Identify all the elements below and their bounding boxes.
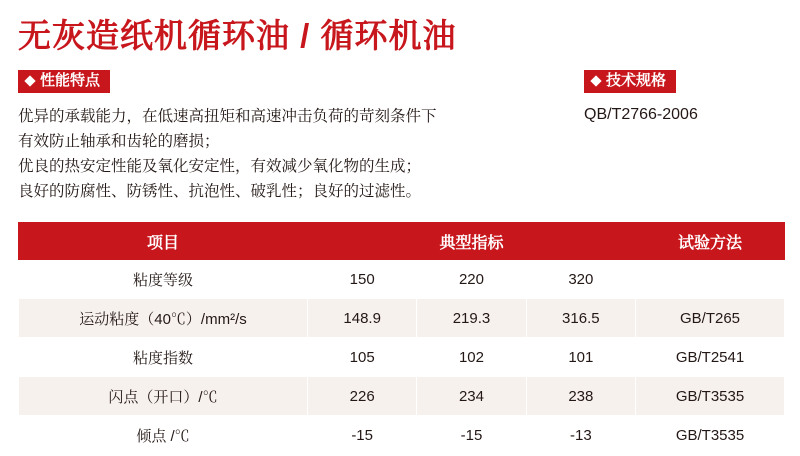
- feature-line: 有效防止轴承和齿轮的磨损；: [18, 132, 220, 150]
- row-value: 150: [308, 260, 417, 299]
- row-value: 148.9: [308, 299, 417, 338]
- row-value: 105: [308, 338, 417, 377]
- row-item: 闪点（开口）/℃: [19, 377, 308, 416]
- header-method: 试验方法: [636, 223, 785, 260]
- row-item: 粘度等级: [19, 260, 308, 299]
- row-value: 238: [526, 377, 635, 416]
- spec-heading-label: 技术规格: [606, 71, 667, 89]
- table-row: [19, 260, 785, 299]
- table-row: [19, 338, 785, 377]
- row-value: 220: [417, 260, 526, 299]
- row-value: -15: [308, 416, 417, 455]
- row-method: [636, 260, 785, 299]
- page-title: 无灰造纸机循环油 / 循环机油: [18, 17, 457, 54]
- features-heading: [18, 70, 110, 94]
- feature-line: 良好的防腐性、防锈性、抗泡性、破乳性；良好的过滤性。: [18, 182, 422, 200]
- spec-standard-value: QB/T2766-2006: [584, 105, 698, 123]
- features-heading-label: 性能特点: [40, 71, 101, 89]
- table-row: [19, 299, 785, 338]
- header-item: 项目: [19, 223, 308, 260]
- row-value: 320: [526, 260, 635, 299]
- row-method: GB/T3535: [636, 377, 785, 416]
- table-row: [19, 377, 785, 416]
- row-method: GB/T2541: [636, 338, 785, 377]
- table-header-row: [19, 223, 785, 260]
- table-row: [19, 416, 785, 455]
- diamond-icon: [590, 75, 601, 86]
- features-list: [18, 104, 563, 204]
- row-item: 倾点 /℃: [19, 416, 308, 455]
- row-value: 101: [526, 338, 635, 377]
- row-value: -15: [417, 416, 526, 455]
- specification-table: [18, 222, 785, 455]
- section-headings: [18, 70, 782, 94]
- feature-line: 优良的热安定性能及氧化安定性，有效减少氧化物的生成；: [18, 157, 422, 175]
- row-value: 316.5: [526, 299, 635, 338]
- feature-line: 优异的承载能力，在低速高扭矩和高速冲击负荷的苛刻条件下: [18, 107, 437, 125]
- row-value: 234: [417, 377, 526, 416]
- diamond-icon: [24, 75, 35, 86]
- row-value: 219.3: [417, 299, 526, 338]
- row-value: -13: [526, 416, 635, 455]
- spec-heading: [584, 70, 676, 94]
- table-header: [19, 223, 785, 260]
- row-value: 102: [417, 338, 526, 377]
- table-body: [19, 260, 785, 455]
- row-item: 运动粘度（40℃）/mm²/s: [19, 299, 308, 338]
- header-typical: 典型指标: [308, 223, 636, 260]
- row-value: 226: [308, 377, 417, 416]
- row-method: GB/T265: [636, 299, 785, 338]
- row-item: 粘度指数: [19, 338, 308, 377]
- row-method: GB/T3535: [636, 416, 785, 455]
- body-columns: [18, 104, 782, 216]
